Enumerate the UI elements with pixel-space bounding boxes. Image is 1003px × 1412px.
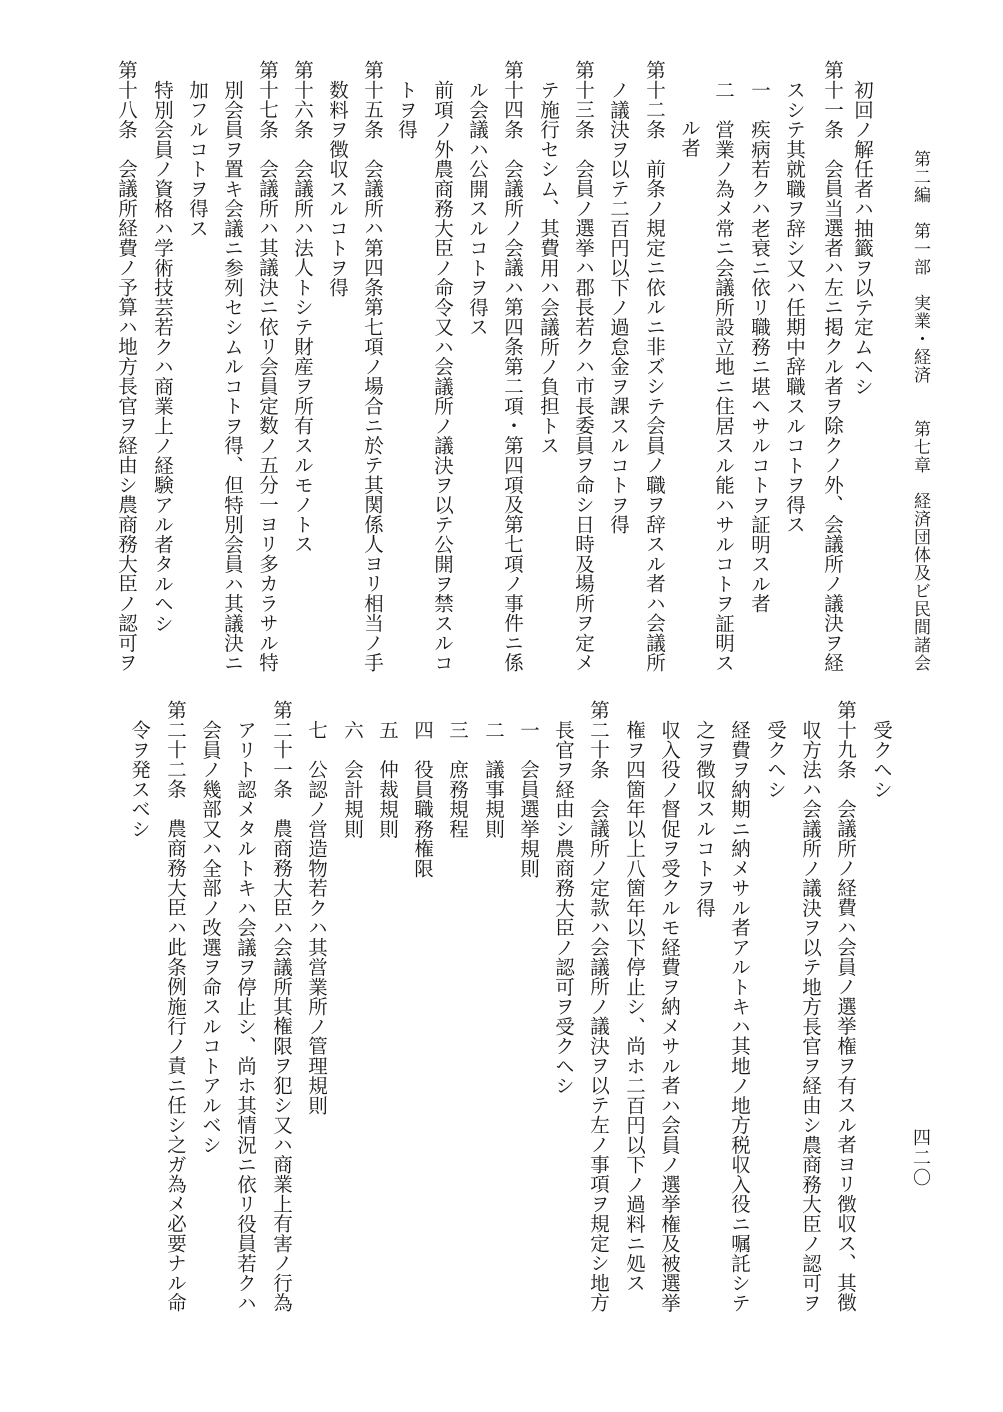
text-line: 特別会員ノ資格ハ学術技芸若クハ商業上ノ経験アル者タルヘシ <box>151 79 174 633</box>
text-line: ル会議ハ公開スルコトヲ得ス <box>466 79 489 337</box>
text-line: 第二十条 会議所ノ定款ハ会議所ノ議決ヲ以テ左ノ事項ヲ規定シ地方 <box>587 700 610 1313</box>
text-line: 受クヘシ <box>870 719 893 799</box>
text-line: トヲ得 <box>395 79 418 139</box>
text-line: ル者 <box>678 118 701 158</box>
text-line: 三 庶務規程 <box>446 719 469 838</box>
text-line: 七 公認ノ営造物若クハ其営業所ノ管理規則 <box>305 719 328 1115</box>
text-line: 第十二条 前条ノ規定ニ依ルニ非ズシテ会員ノ職ヲ辞スル者ハ会議所 <box>643 60 666 673</box>
text-line: 加フルコトヲ得ス <box>186 79 209 238</box>
text-line: 第十一条 会員当選者ハ左ニ掲クル者ヲ除クノ外、会議所ノ議決ヲ経 <box>821 60 844 673</box>
text-line: 第二十一条 農商務大臣ハ会議所其権限ヲ犯シ又ハ商業上有害ノ行為 <box>270 700 293 1313</box>
text-line: 別会員ヲ置キ会議ニ参列セシムルコトヲ得、但特別会員ハ其議決ニ <box>221 79 244 672</box>
text-line: スシテ其就職ヲ辞シ又ハ任期中辞職スルコトヲ得ス <box>783 79 806 534</box>
text-line: 一 疾病若クハ老衰ニ依リ職務ニ堪ヘサルコトヲ証明スル者 <box>748 79 771 613</box>
text-line: 第十七条 会議所ハ其議決ニ依リ会員定数ノ五分一ヨリ多カラサル特 <box>256 60 279 673</box>
text-line: 五 仲裁規則 <box>376 719 399 838</box>
text-line: 長官ヲ経由シ農商務大臣ノ認可ヲ受クヘシ <box>552 719 575 1095</box>
text-line: 受クヘシ <box>764 719 787 799</box>
text-line: アリト認メタルトキハ会議ヲ停止シ、尚ホ其情況ニ依リ役員若クハ <box>234 719 257 1312</box>
text-line: 収方法ハ会議所ノ議決ヲ以テ地方長官ヲ経由シ農商務大臣ノ認可ヲ <box>799 719 822 1312</box>
text-line: 第十九条 会議所ノ経費ハ会員ノ選挙権ヲ有スル者ヨリ徴収ス、其徴 <box>834 700 857 1313</box>
text-line: 収入役ノ督促ヲ受クルモ経費ヲ納メサル者ハ会員ノ選挙権及被選挙 <box>658 719 681 1312</box>
text-line: 第十五条 会議所ハ第四条第七項ノ場合ニ於テ其関係人ヨリ相当ノ手 <box>361 60 384 673</box>
text-line: テ施行セシム、其費用ハ会議所ノ負担トス <box>537 79 560 455</box>
text-line: 第二十二条 農商務大臣ハ此条例施行ノ責ニ任シ之ガ為メ必要ナル命 <box>164 700 187 1313</box>
text-line: 数料ヲ徴収スルコトヲ得 <box>326 79 349 297</box>
text-line: 第十四条 会議所ノ会議ハ第四条第二項・第四項及第七項ノ事件ニ係 <box>501 60 524 673</box>
text-line: 四 役員職務権限 <box>411 719 434 878</box>
text-line: 権ヲ四箇年以上八箇年以下停止シ、尚ホ二百円以下ノ過料ニ処ス <box>623 719 646 1293</box>
page-number: 四二〇 <box>910 1128 931 1188</box>
text-line: ノ議決ヲ以テ二百円以下ノ過怠金ヲ課スルコトヲ得 <box>607 79 630 534</box>
text-line: 会員ノ幾部又ハ全部ノ改選ヲ命スルコトアルベシ <box>199 719 222 1154</box>
text-line: 之ヲ徴収スルコトヲ得 <box>693 719 716 917</box>
text-line: 一 会員選挙規則 <box>517 719 540 878</box>
running-header: 第二編 第一部 実業・経済 第七章 経済団体及ビ民間諸会 <box>910 150 930 672</box>
text-line: 前項ノ外農商務大臣ノ命令又ハ会議所ノ議決ヲ以テ公開ヲ禁スルコ <box>431 79 454 672</box>
text-line: 第十八条 会議所経費ノ予算ハ地方長官ヲ経由シ農商務大臣ノ認可ヲ <box>115 60 138 673</box>
text-line: 第十三条 会員ノ選挙ハ郡長若クハ市長委員ヲ命シ日時及場所ヲ定メ <box>572 60 595 673</box>
text-line: 二 議事規則 <box>482 719 505 838</box>
text-line: 二 営業ノ為メ常ニ会議所設立地ニ住居スル能ハサルコトヲ証明ス <box>712 79 735 672</box>
text-line: 第十六条 会議所ハ法人トシテ財産ヲ所有スルモノトス <box>291 60 314 554</box>
text-line: 経費ヲ納期ニ納メサル者アルトキハ其地ノ地方税収入役ニ嘱託シテ <box>728 719 751 1312</box>
text-line: 初回ノ解任者ハ抽籤ヲ以テ定ムヘシ <box>851 79 874 396</box>
text-line: 令ヲ発スベシ <box>128 719 151 838</box>
text-line: 六 会計規則 <box>341 719 364 838</box>
